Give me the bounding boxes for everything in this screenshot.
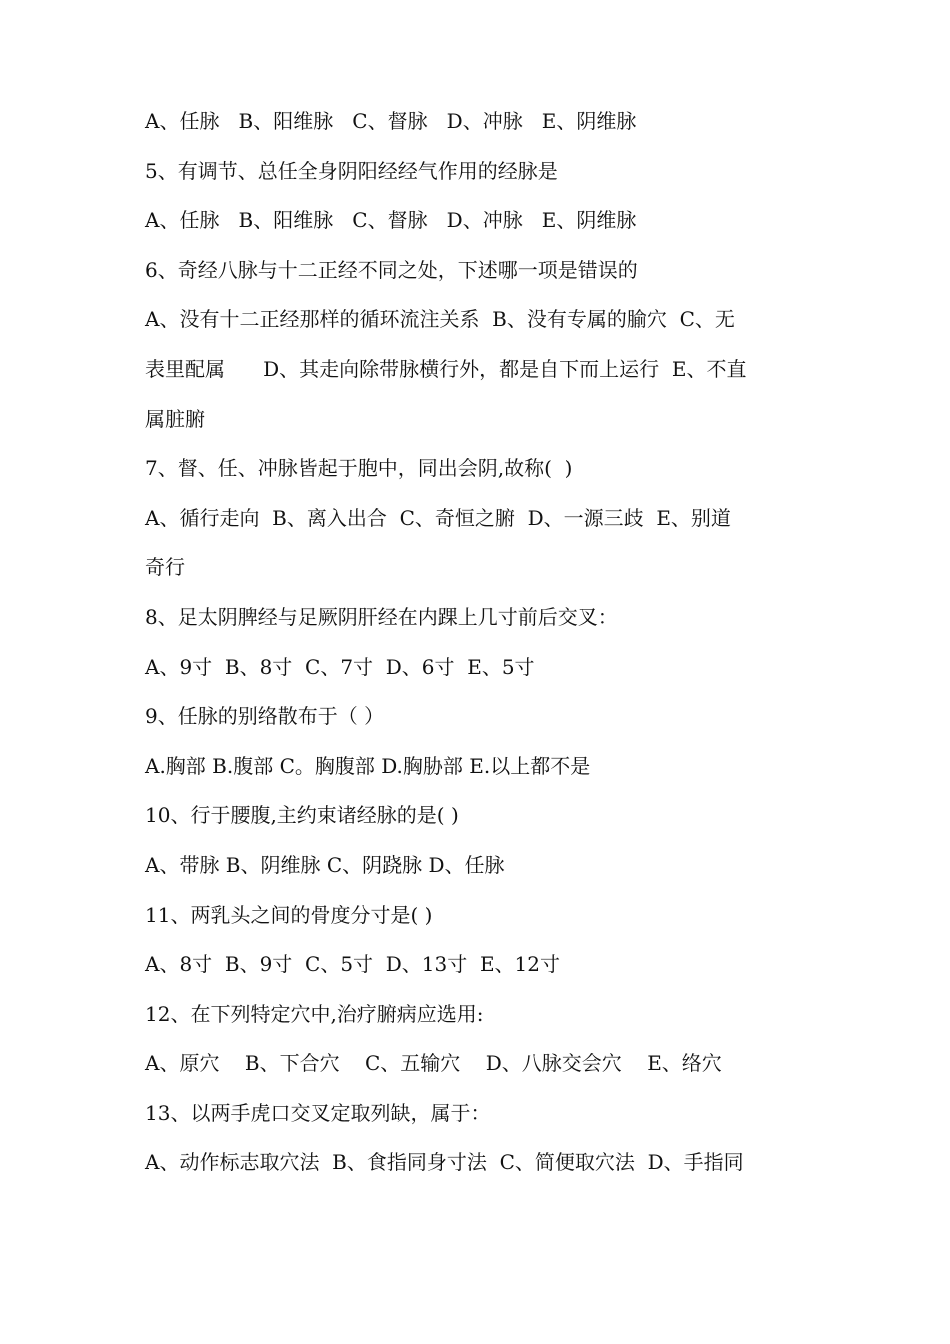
answer-options-q13: A、动作标志取穴法 B、食指同身寸法 C、简便取穴法 D、手指同 [145,1150,744,1175]
question-5: 5、有调节、总任全身阴阳经经气作用的经脉是 [145,158,558,183]
answer-options-q4: A、任脉 B、阳维脉 C、督脉 D、冲脉 E、阴维脉 [145,109,637,133]
answer-options-q8: A、9寸 B、8寸 C、7寸 D、6寸 E、5寸 [145,654,535,679]
answer-options-q12: A、原穴 B、下合穴 C、五输穴 D、八脉交会穴 E、络穴 [145,1051,722,1076]
question-11: 11、两乳头之间的骨度分寸是( ) [145,902,433,927]
answer-options-q7-line2: 奇行 [145,555,185,580]
document-page [145,105,817,1196]
question-6: 6、奇经八脉与十二正经不同之处，下述哪一项是错误的 [145,257,638,282]
answer-options-q6-line3: 属脏腑 [145,406,205,431]
question-8: 8、足太阴脾经与足厥阴肝经在内踝上几寸前后交叉： [145,604,618,629]
question-10: 10、行于腰腹,主约束诸经脉的是( ) [145,803,459,828]
answer-options-q6-line1: A、没有十二正经那样的循环流注关系 B、没有专属的腧穴 C、无 [145,307,735,332]
answer-options-q6-line2: 表里配属 D、其走向除带脉横行外，都是自下而上运行 E、不直 [145,356,747,381]
question-9: 9、任脉的别络散布于（ ） [145,704,385,729]
answer-options-q7-line1: A、循行走向 B、离入出合 C、奇恒之腑 D、一源三歧 E、别道 [145,505,731,530]
question-13: 13、以两手虎口交叉定取列缺，属于： [145,1100,491,1125]
answer-options-q11: A、8寸 B、9寸 C、5寸 D、13寸 E、12寸 [145,952,561,977]
answer-options-q10: A、带脉 B、阴维脉 C、阴跷脉 D、任脉 [145,852,505,877]
question-12: 12、在下列特定穴中,治疗腑病应选用: [145,1001,484,1026]
question-7: 7、督、任、冲脉皆起于胞中，同出会阴,故称( ) [145,456,573,481]
answer-options-q5: A、任脉 B、阳维脉 C、督脉 D、冲脉 E、阴维脉 [145,208,637,233]
answer-options-q9: A.胸部 B.腹部 C。胸腹部 D.胸胁部 E.以上都不是 [145,753,591,778]
